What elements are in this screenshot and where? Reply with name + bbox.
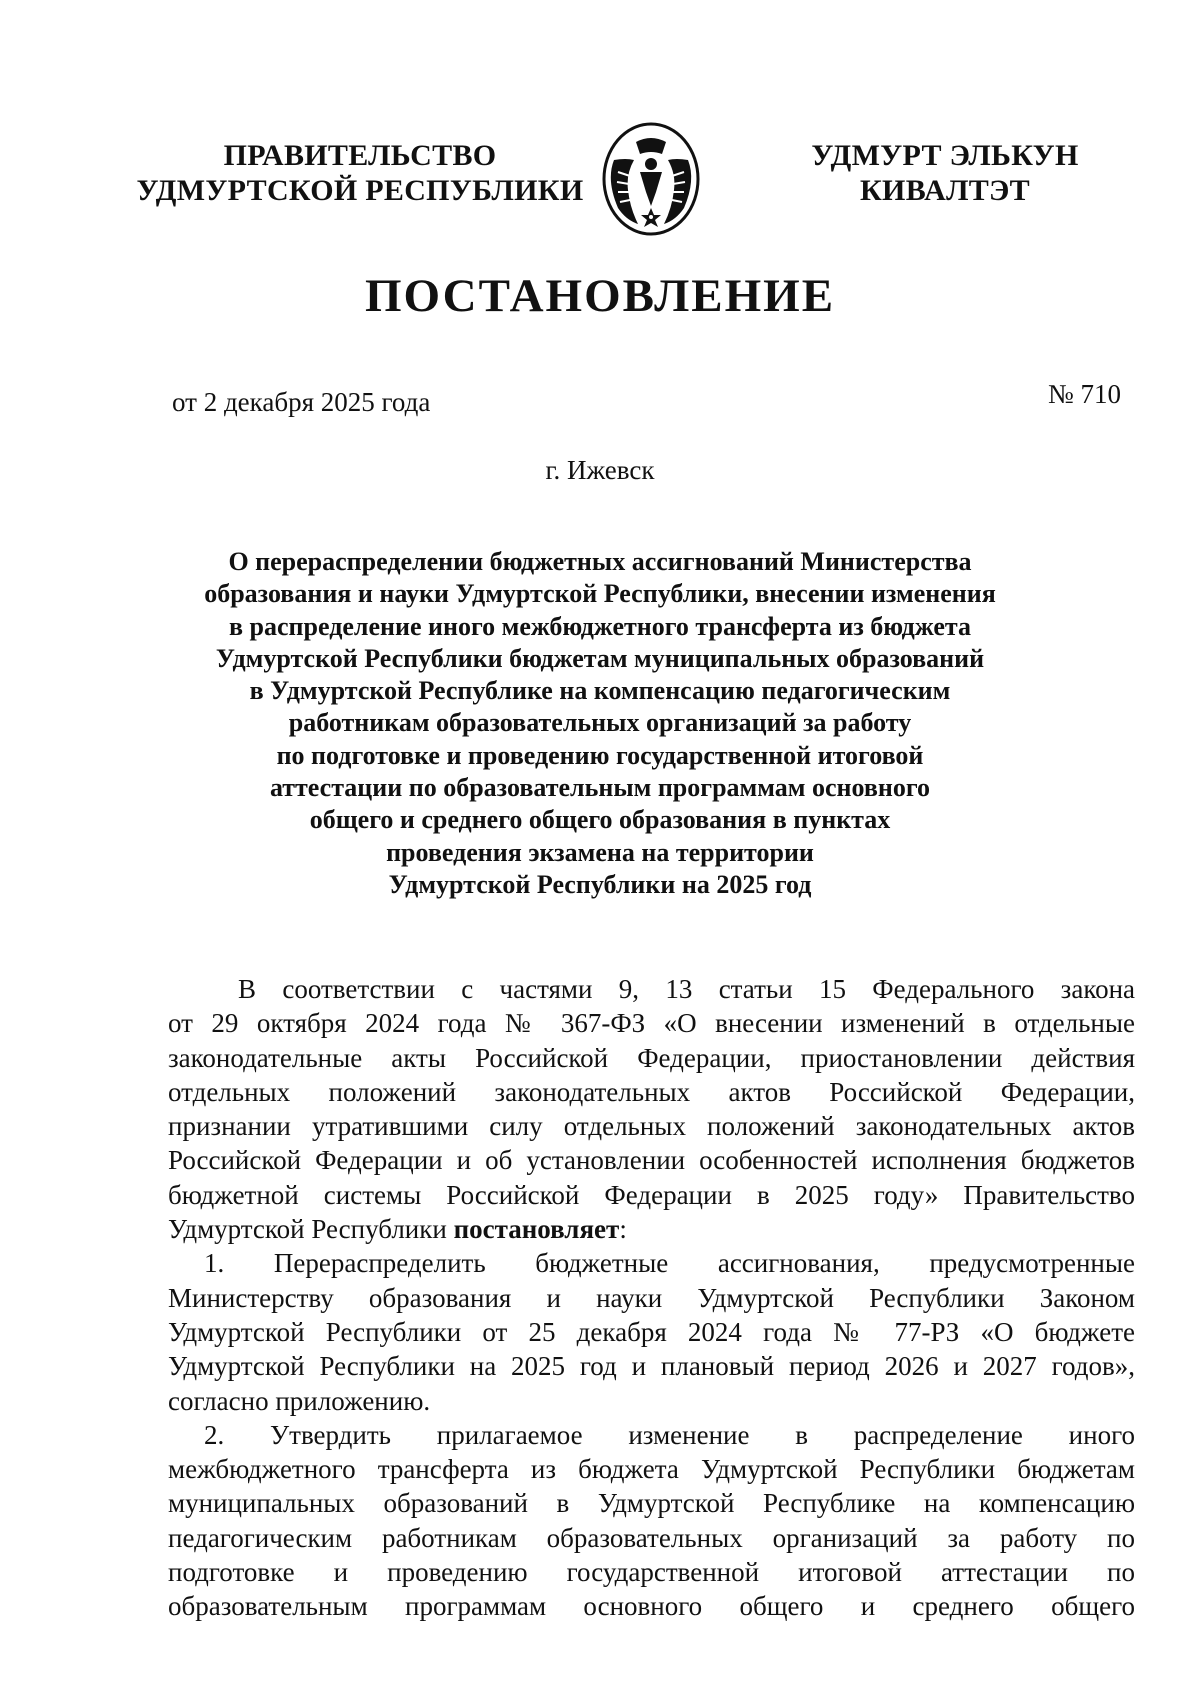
header-left-block <box>130 138 590 208</box>
title-line: образования и науки Удмуртской Республики, внесении изменения <box>204 579 996 609</box>
item-2-line: муниципальных образований в Удмуртской Республике на компенсацию <box>168 1488 1135 1519</box>
title-line: Удмуртской Республики бюджетам муниципальных образований <box>215 643 985 673</box>
title-line: аттестации по образовательным программам основного <box>269 773 931 803</box>
preamble-last-suffix: : <box>619 1214 627 1245</box>
document-body <box>168 972 1135 1624</box>
document-type-heading: ПОСТАНОВЛЕНИЕ <box>364 270 836 322</box>
preamble-last-prefix: Удмуртской Республики <box>168 1214 454 1245</box>
document-title <box>140 546 1060 901</box>
preamble-line: законодательные акты Российской Федерации, приостановлении действия <box>168 1042 1135 1073</box>
item-1-line: Министерству образования и науки Удмуртской Республики Законом <box>168 1282 1135 1313</box>
resolves-keyword: постановляет <box>453 1214 620 1245</box>
header-left-line-1: ПРАВИТЕЛЬСТВО <box>223 139 497 172</box>
header-left-line-2: УДМУРТСКОЙ РЕСПУБЛИКИ <box>136 174 584 207</box>
preamble-line: от 29 октября 2024 года № 367-ФЗ «О внесении изменений в отдельные <box>168 1008 1135 1039</box>
header-right-block <box>780 138 1110 208</box>
title-line: работникам образовательных организаций за работу <box>288 708 912 738</box>
coat-of-arms-emblem-icon <box>596 120 706 238</box>
preamble-line: Российской Федерации и об установлении особенностей исполнения бюджетов <box>168 1145 1135 1176</box>
item-1-line: 1. Перераспределить бюджетные ассигнования, предусмотренные <box>204 1248 1135 1279</box>
document-city: г. Ижевск <box>545 455 655 485</box>
item-2-line: педагогическим работникам образовательных организаций за работу по <box>168 1522 1135 1553</box>
item-1-line: Удмуртской Республики на 2025 год и плановый период 2026 и 2027 годов», <box>168 1351 1135 1382</box>
title-line: по подготовке и проведению государственной итоговой <box>276 740 924 770</box>
item-2-line: 2. Утвердить прилагаемое изменение в распределение иного <box>204 1419 1135 1450</box>
title-line: общего и среднего общего образования в пунктах <box>309 805 891 835</box>
preamble-last-line <box>168 1212 1135 1246</box>
title-line: в распределение иного межбюджетного трансферта из бюджета <box>229 611 971 641</box>
title-line: Удмуртской Республики на 2025 год <box>388 869 812 899</box>
header-right-line-1: УДМУРТ ЭЛЬКУН <box>811 139 1079 172</box>
preamble-line: отдельных положений законодательных актов Российской Федерации, <box>168 1076 1135 1107</box>
item-2-line: подготовке и проведению государственной итоговой аттестации по <box>168 1557 1135 1588</box>
document-date: от 2 декабря 2025 года <box>172 387 431 417</box>
preamble-line: признании утратившими силу отдельных положений законодательных актов <box>168 1111 1135 1142</box>
preamble-line: бюджетной системы Российской Федерации в 2025 году» Правительство <box>168 1179 1135 1210</box>
document-number: № 710 <box>1048 379 1122 409</box>
title-line: проведения экзамена на территории <box>386 837 814 867</box>
item-2-line: образовательным программам основного общего и среднего общего <box>168 1591 1135 1622</box>
preamble-line: В соответствии с частями 9, 13 статьи 15 Федерального закона <box>238 974 1135 1004</box>
header-right-line-2: КИВАЛТЭТ <box>860 174 1030 207</box>
title-line: О перераспределении бюджетных ассигнований Министерства <box>228 547 972 576</box>
item-2-line: межбюджетного трансферта из бюджета Удмуртской Республики бюджетам <box>168 1454 1135 1485</box>
item-1-line: Удмуртской Республики от 25 декабря 2024 года № 77-РЗ «О бюджете <box>168 1316 1135 1347</box>
item-1-line: согласно приложению. <box>168 1385 431 1416</box>
title-line: в Удмуртской Республике на компенсацию педагогическим <box>249 676 951 706</box>
